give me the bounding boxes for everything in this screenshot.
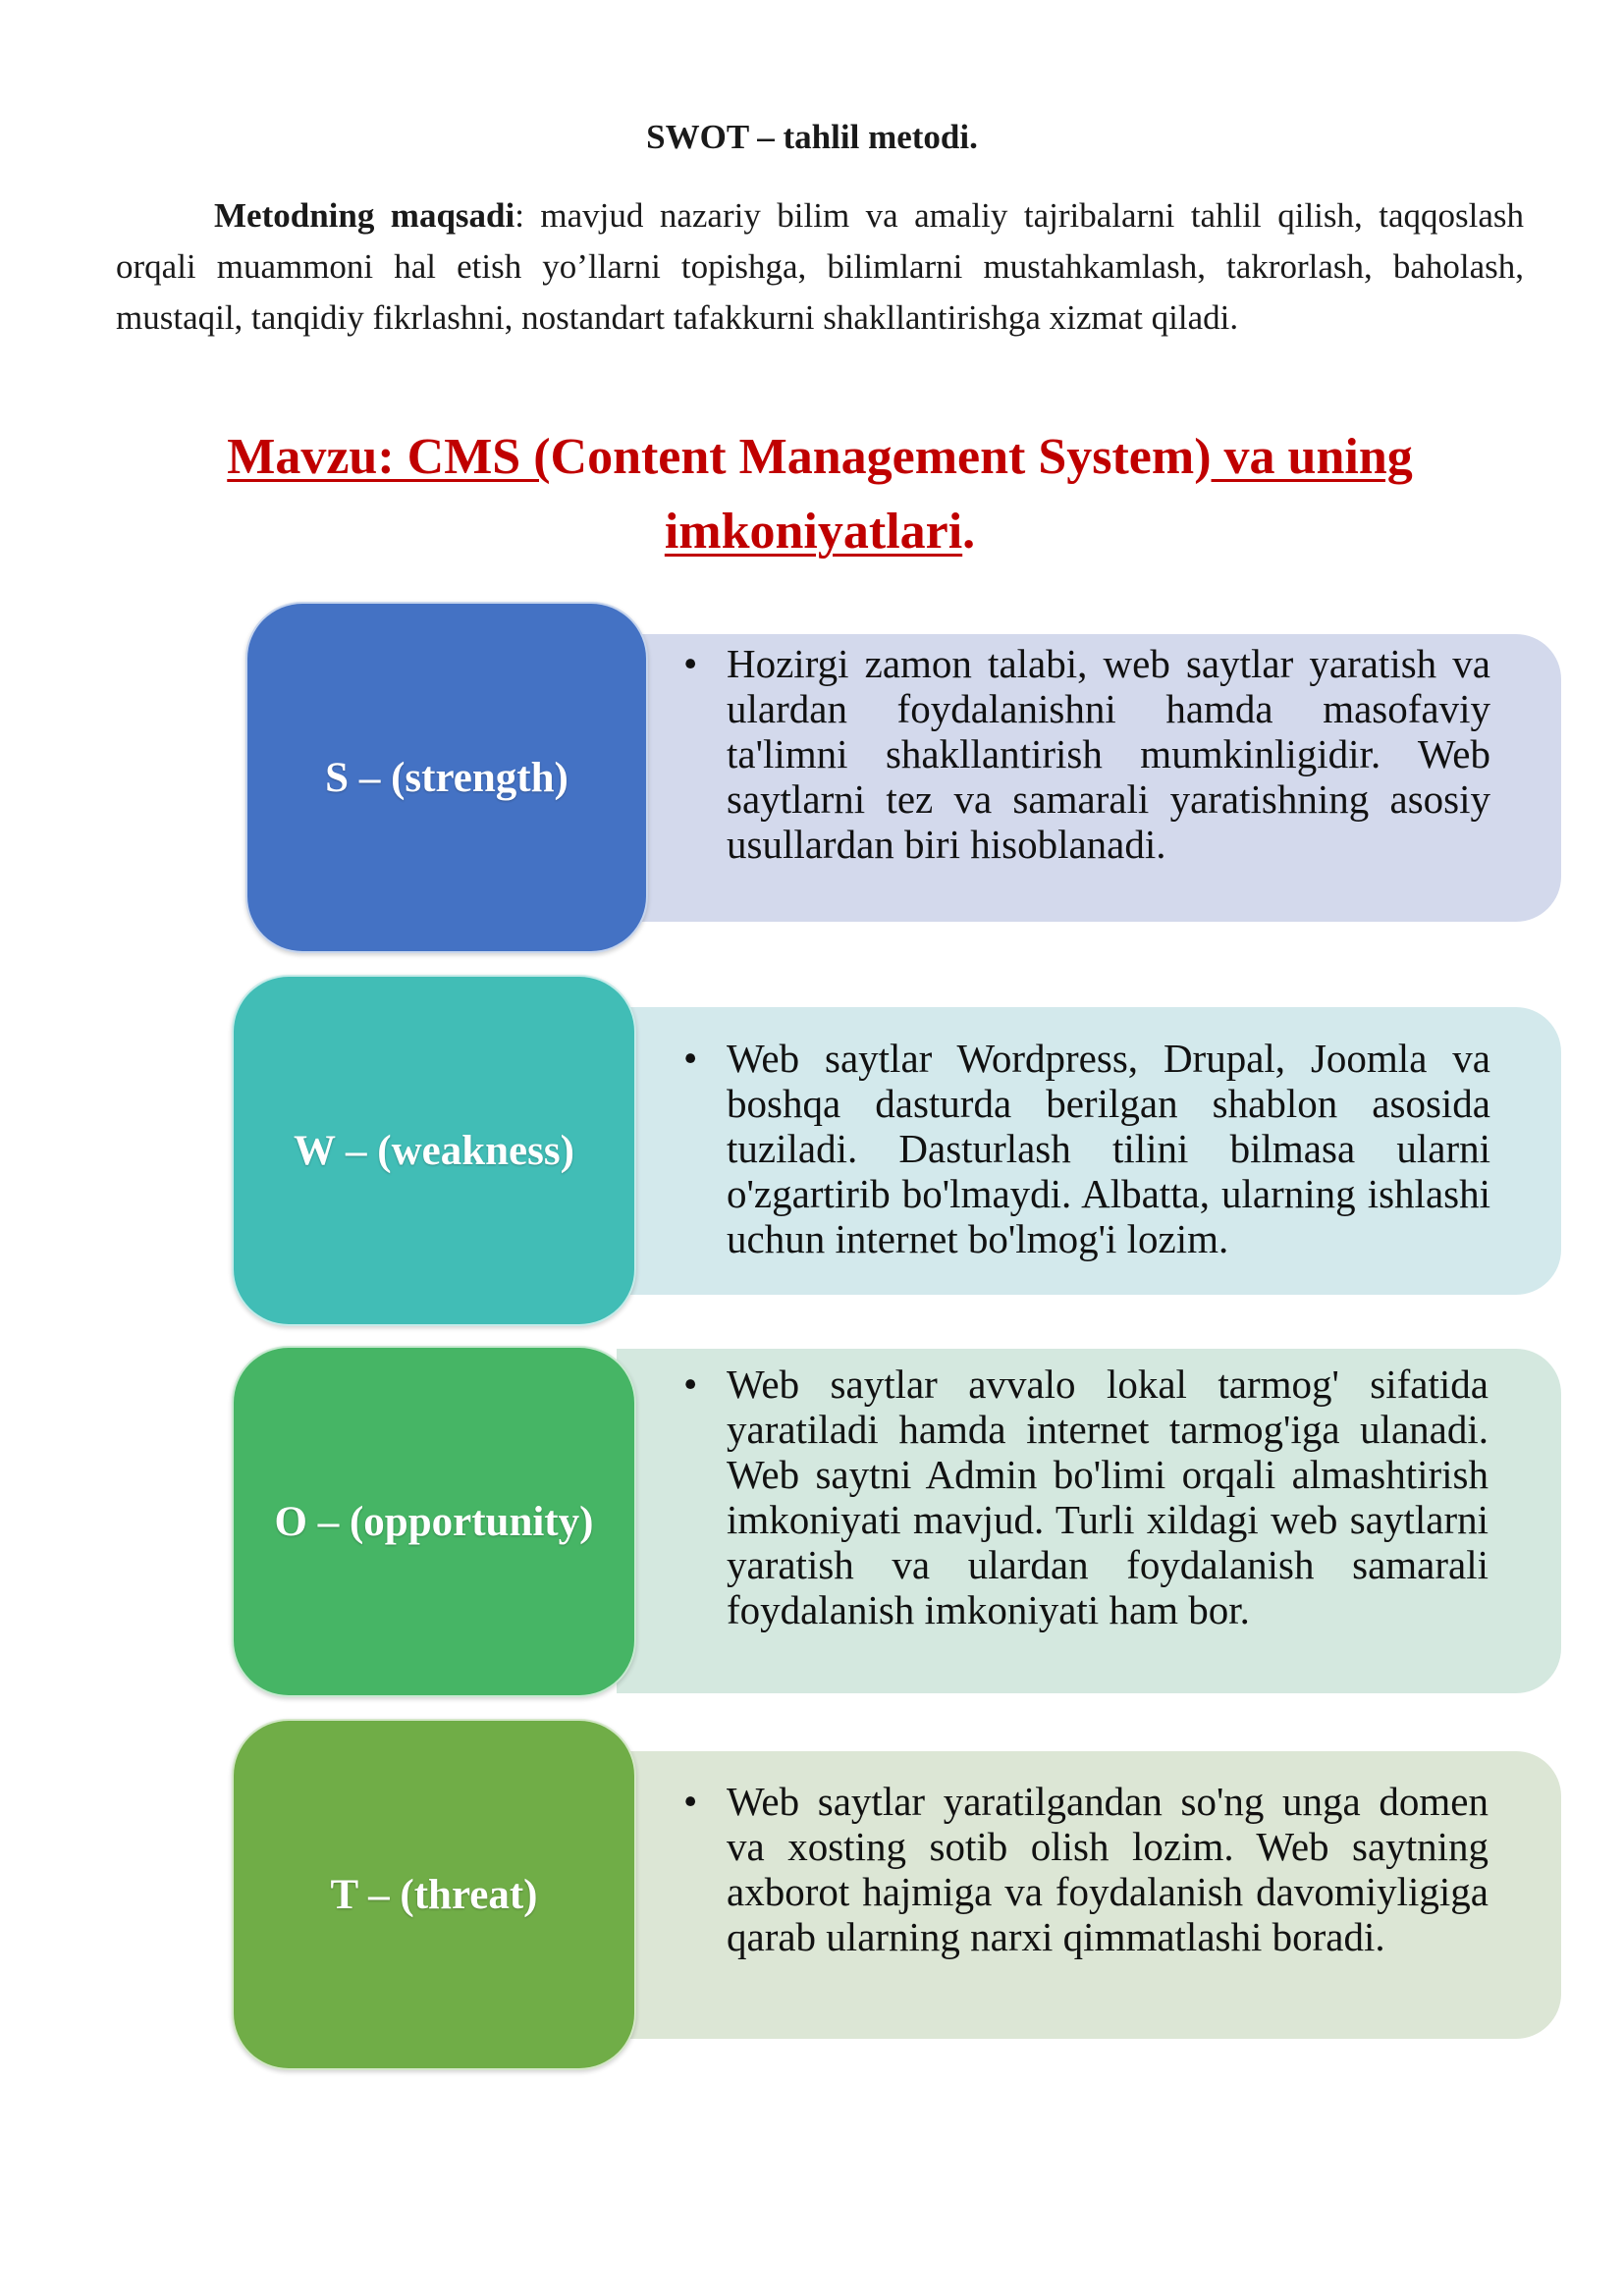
swot-threat-description [681,1779,1489,1959]
swot-strength-bullet: • Hozirgi zamon talabi, web saytlar yaratish va ulardan foydalanishni hamda masofaviy ta'limni shakllantirish mumkinligidir. Web saytlarni tez va samarali yaratishning asosiy usullardan biri hisoblanadi. [681,641,1490,867]
intro-label: Metodning maqsadi [214,196,515,235]
swot-weakness-bullet: • Web saytlar Wordpress, Drupal, Joomla va boshqa dasturda berilgan shablon asosida tuziladi. Dasturlash tilini bilmasa ularni o'zgartirib bo'lmaydi. Albatta, ularning ishlashi uchun internet bo'lmog'i lozim. [681,1036,1490,1261]
intro-text: : mavjud nazariy bilim va amaliy tajribalarni tahlil qilish, taqqoslash orqali muammoni hal etish yo’llarni topishga, bilimlarni mustahkamlash, takrorlash, baholash, mustaqil, tanqidiy fikrlashni, nostandart tafakkurni shakllantirishga xizmat qiladi. [116,196,1524,337]
topic-part-1: Mavzu: CMS ( [227,429,551,485]
document-title: SWOT – tahlil metodi. [646,118,978,156]
swot-weakness-label: W – (weakness) [232,975,636,1326]
swot-weakness-description [681,1036,1490,1261]
swot-strength-description [681,641,1490,867]
topic-part-2: Content Management System) [550,429,1212,485]
topic-part-4: imkoniyatlari [664,504,963,560]
topic-part-5: . [962,504,976,560]
intro-paragraph [116,190,1524,344]
topic-heading [116,420,1524,569]
swot-strength-label: S – (strength) [245,602,648,953]
swot-opportunity-label: O – (opportunity) [232,1346,636,1697]
swot-threat-bullet: • Web saytlar yaratilgandan so'ng unga domen va xosting sotib olish lozim. Web saytning axborot hajmiga va foydalanish davomiyligiga qarab ularning narxi qimmatlashi boradi. [681,1779,1489,1959]
topic-part-3: va uning [1211,429,1413,485]
swot-opportunity-description [681,1362,1489,1632]
swot-opportunity-bullet: • Web saytlar avvalo lokal tarmog' sifatida yaratiladi hamda internet tarmog'iga ulanadi. Web saytni Admin bo'limi orqali almashtirish imkoniyati mavjud. Turli xildagi web saytlarni yaratish va ulardan foydalanish samarali foydalanish imkoniyati ham bor. [681,1362,1489,1632]
swot-threat-label: T – (threat) [232,1719,636,2070]
